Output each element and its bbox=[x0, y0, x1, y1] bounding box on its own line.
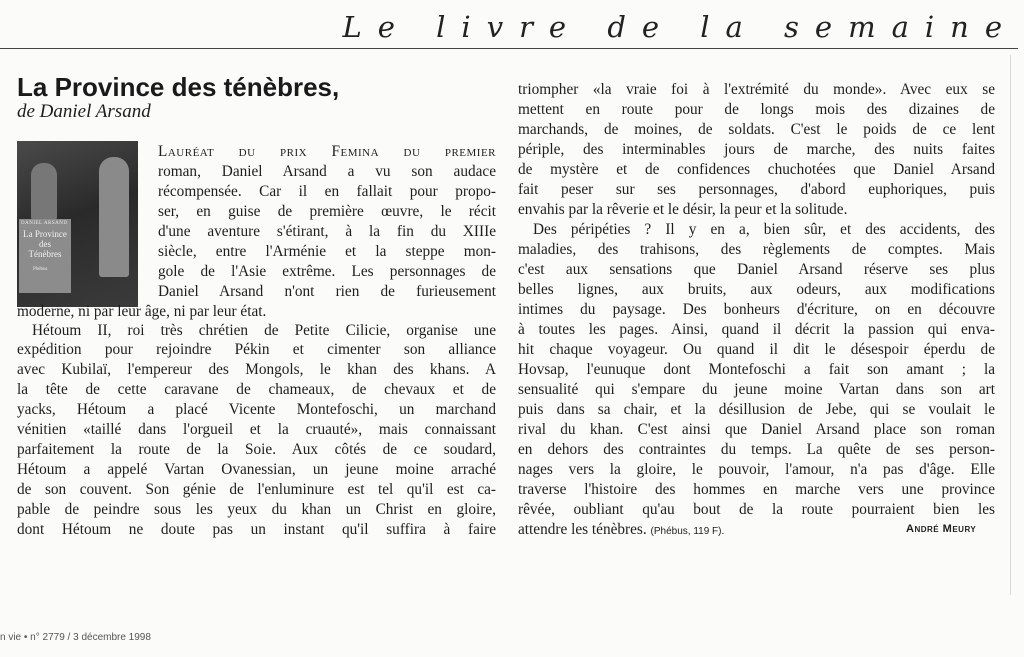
text-line: avec Kubilaï, l'empereur des Mongols, le khan des khans. A bbox=[17, 361, 496, 378]
text-line-last bbox=[518, 520, 724, 541]
text-line: siècle, entre l'Arménie et la steppe mon- bbox=[158, 243, 496, 260]
paragraph-start: Hétoum II, roi très chrétien de Petite Cilicie, organise une bbox=[32, 322, 496, 339]
section-header bbox=[0, 0, 1024, 48]
text-line: périple, des interminables jours de marche, des nuits faites bbox=[518, 141, 995, 158]
text-line: envahis par la rêverie et le désir, la peur et la solitude. bbox=[518, 201, 848, 218]
text-line: puis dans sa chair, et la désillusion de Jebe, qui se voulait le bbox=[518, 401, 995, 418]
text-line: belles lignes, aux bruits, aux odeurs, aux modifications bbox=[518, 281, 995, 298]
text-line: mettent en route pour de longs mois des dizaines de bbox=[518, 101, 995, 118]
book-cover-image bbox=[17, 141, 138, 307]
header-rule bbox=[0, 48, 1018, 49]
last-line-text: attendre les ténèbres. bbox=[518, 521, 647, 538]
section-title: Le livre de la semaine bbox=[342, 10, 1018, 44]
text-line: traverse l'histoire des hommes en marche vers une province bbox=[518, 481, 995, 498]
text-line: la tête de cette caravane de chameaux, de chevaux et de bbox=[17, 381, 496, 398]
text-line: c'est aux sensations que Daniel Arsand réserve ses plus bbox=[518, 261, 995, 278]
page-footer: n vie • n° 2779 / 3 décembre 1998 bbox=[0, 632, 151, 643]
text-line: maladies, des trahisons, des règlements de comptes. Mais bbox=[518, 241, 995, 258]
paragraph-start: Des péripéties ? Il y en a, bien sûr, et des accidents, des bbox=[533, 221, 995, 238]
text-line: ser, en guise de première œuvre, le récit bbox=[158, 203, 496, 220]
text-line: yacks, Hétoum a placé Vicente Montefoschi, un marchand bbox=[17, 401, 496, 418]
text-line: pable de peindre sous les yeux du khan un Christ en gloire, bbox=[17, 501, 496, 518]
text-line: en dehors des contraintes du temps. La quête de ses person- bbox=[518, 441, 995, 458]
text-line: de son couvent. Son génie de l'enluminure est tel qu'il est ca- bbox=[17, 481, 496, 498]
page-edge bbox=[1010, 55, 1011, 595]
text-line: rêvée, oubliant qu'au bout de la route pourraient bien les bbox=[518, 501, 995, 518]
text-line: de mystère et de confidences chuchotées que Daniel Arsand bbox=[518, 161, 995, 178]
cover-figure-right bbox=[99, 157, 129, 277]
text-line: intimes du paysage. Des bonheurs d'écriture, on en découvre bbox=[518, 301, 995, 318]
text-line: à toutes les pages. Ainsi, quand il décrit la passion qui enva- bbox=[518, 321, 995, 338]
article-signature: André Meury bbox=[906, 523, 977, 535]
lead-line: Lauréat du prix Femina du premier bbox=[158, 143, 496, 160]
text-line: rival du khan. C'est ainsi que Daniel Arsand place son roman bbox=[518, 421, 995, 438]
publisher-credit: (Phébus, 119 F). bbox=[650, 526, 725, 537]
text-line: Hovsap, l'eunuque dont Montefoschi a fait son amant ; la bbox=[518, 361, 995, 378]
cover-publisher: Phébus bbox=[33, 267, 48, 272]
text-line: expédition pour rejoindre Pékin et cimenter son alliance bbox=[17, 341, 496, 358]
text-line: roman, Daniel Arsand a vu son audace bbox=[158, 163, 496, 180]
book-title: La Province des ténèbres, bbox=[17, 72, 340, 102]
text-line: Daniel Arsand n'ont rien de furieusement bbox=[158, 283, 496, 300]
cover-author: DANIEL ARSAND bbox=[21, 221, 68, 226]
cover-title: La Province des Ténèbres bbox=[23, 229, 67, 259]
text-line: moderne, ni par leur âge, ni par leur état. bbox=[17, 303, 267, 320]
text-line: triompher «la vraie foi à l'extrémité du monde». Avec eux se bbox=[518, 81, 995, 98]
text-line: dont Hétoum ne doute pas un instant qu'il suffira à faire bbox=[17, 521, 496, 538]
text-line: sensualité qui s'empare du jeune moine Vartan dans son art bbox=[518, 381, 995, 398]
text-line: gole de l'Asie extrême. Les personnages de bbox=[158, 263, 496, 280]
text-line: d'une aventure s'étirant, à la fin du XIIIe bbox=[158, 223, 496, 240]
book-author: de Daniel Arsand bbox=[17, 101, 151, 122]
text-line: parfaitement la route de la Soie. Aux côtés de ce soudard, bbox=[17, 441, 496, 458]
text-line: nages vers la gloire, le pouvoir, l'amour, n'a pas d'âge. Elle bbox=[518, 461, 995, 478]
text-line: récompensée. Car il en fallait pour propo- bbox=[158, 183, 496, 200]
text-line: vénitien «taillé dans l'orgueil et la cruauté», mais connaissant bbox=[17, 421, 496, 438]
text-line: Hétoum a appelé Vartan Ovanessian, un jeune moine arraché bbox=[17, 461, 496, 478]
text-line: fait peser sur ses personnages, d'abord euphoriques, puis bbox=[518, 181, 995, 198]
text-line: hit chaque voyageur. Ou quand il dit le désespoir éperdu de bbox=[518, 341, 995, 358]
text-line: marchands, de moines, de soldats. C'est le poids de ce lent bbox=[518, 121, 995, 138]
cover-figure-left bbox=[31, 163, 57, 221]
